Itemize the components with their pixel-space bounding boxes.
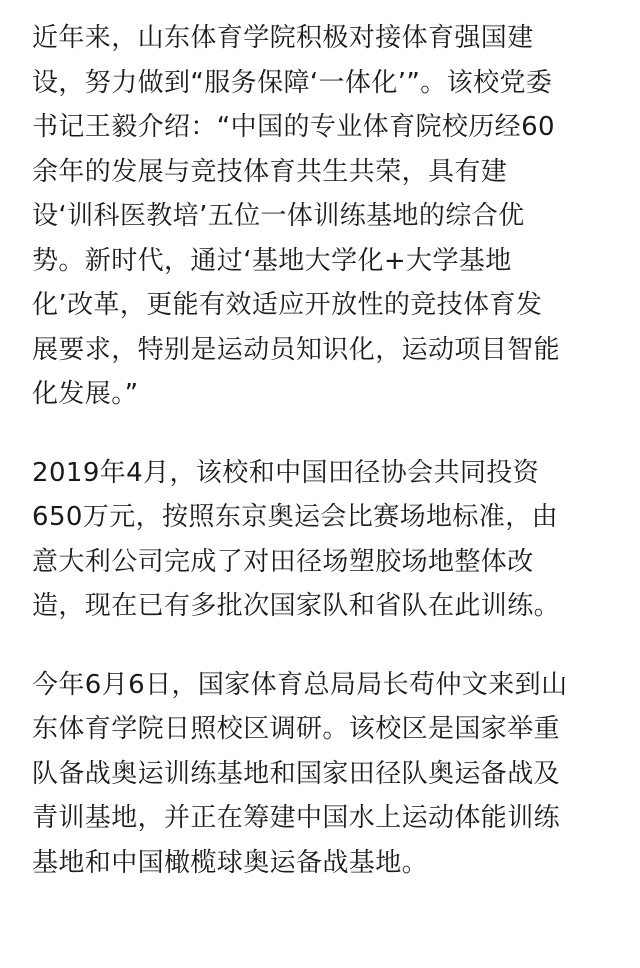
paragraph-line: 造，现在已有多批次国家队和省队在此训练。 [32, 591, 561, 621]
paragraph-line: 化发展。” [32, 379, 139, 409]
paragraph-line: 设‘训科医教培’五位一体训练基地的综合优 [32, 201, 525, 231]
paragraph-line: 2019年4月，该校和中国田径协会共同投资 [32, 457, 540, 488]
paragraph-line: 设，努力做到“服务保障‘一体化’”。该校党委 [32, 67, 553, 98]
paragraph-line: 近年来，山东体育学院积极对接体育强国建 [32, 23, 534, 53]
paragraph-line: 势。新时代，通过‘基地大学化+大学基地 [32, 245, 512, 276]
paragraph-line: 余年的发展与竞技体育共生共荣，具有建 [32, 156, 508, 187]
paragraph-line: 青训基地，并正在筹建中国水上运动体能训练 [32, 803, 561, 833]
paragraph-line: 队备战奥运训练基地和国家田径队奥运备战及 [32, 758, 561, 789]
article-body [32, 16, 612, 885]
paragraph-2 [32, 451, 612, 629]
paragraph-line: 650万元，按照东京奥运会比赛场地标准，由 [32, 502, 559, 532]
paragraph-line: 化’改革，更能有效适应开放性的竞技体育发 [32, 290, 543, 320]
paragraph-line: 东体育学院日照校区调研。该校区是国家举重 [32, 714, 561, 744]
paragraph-1 [32, 16, 612, 417]
paragraph-line: 今年6月6日，国家体育总局局长苟仲文来到山 [32, 669, 568, 700]
paragraph-line: 基地和中国橄榄球奥运备战基地。 [32, 847, 429, 878]
paragraph-line: 展要求，特别是运动员知识化，运动项目智能 [32, 334, 561, 365]
paragraph-line: 书记王毅介绍：“中国的专业体育院校历经60 [32, 112, 555, 142]
paragraph-3 [32, 663, 612, 886]
paragraph-line: 意大利公司完成了对田径场塑胶场地整体改 [32, 546, 534, 577]
